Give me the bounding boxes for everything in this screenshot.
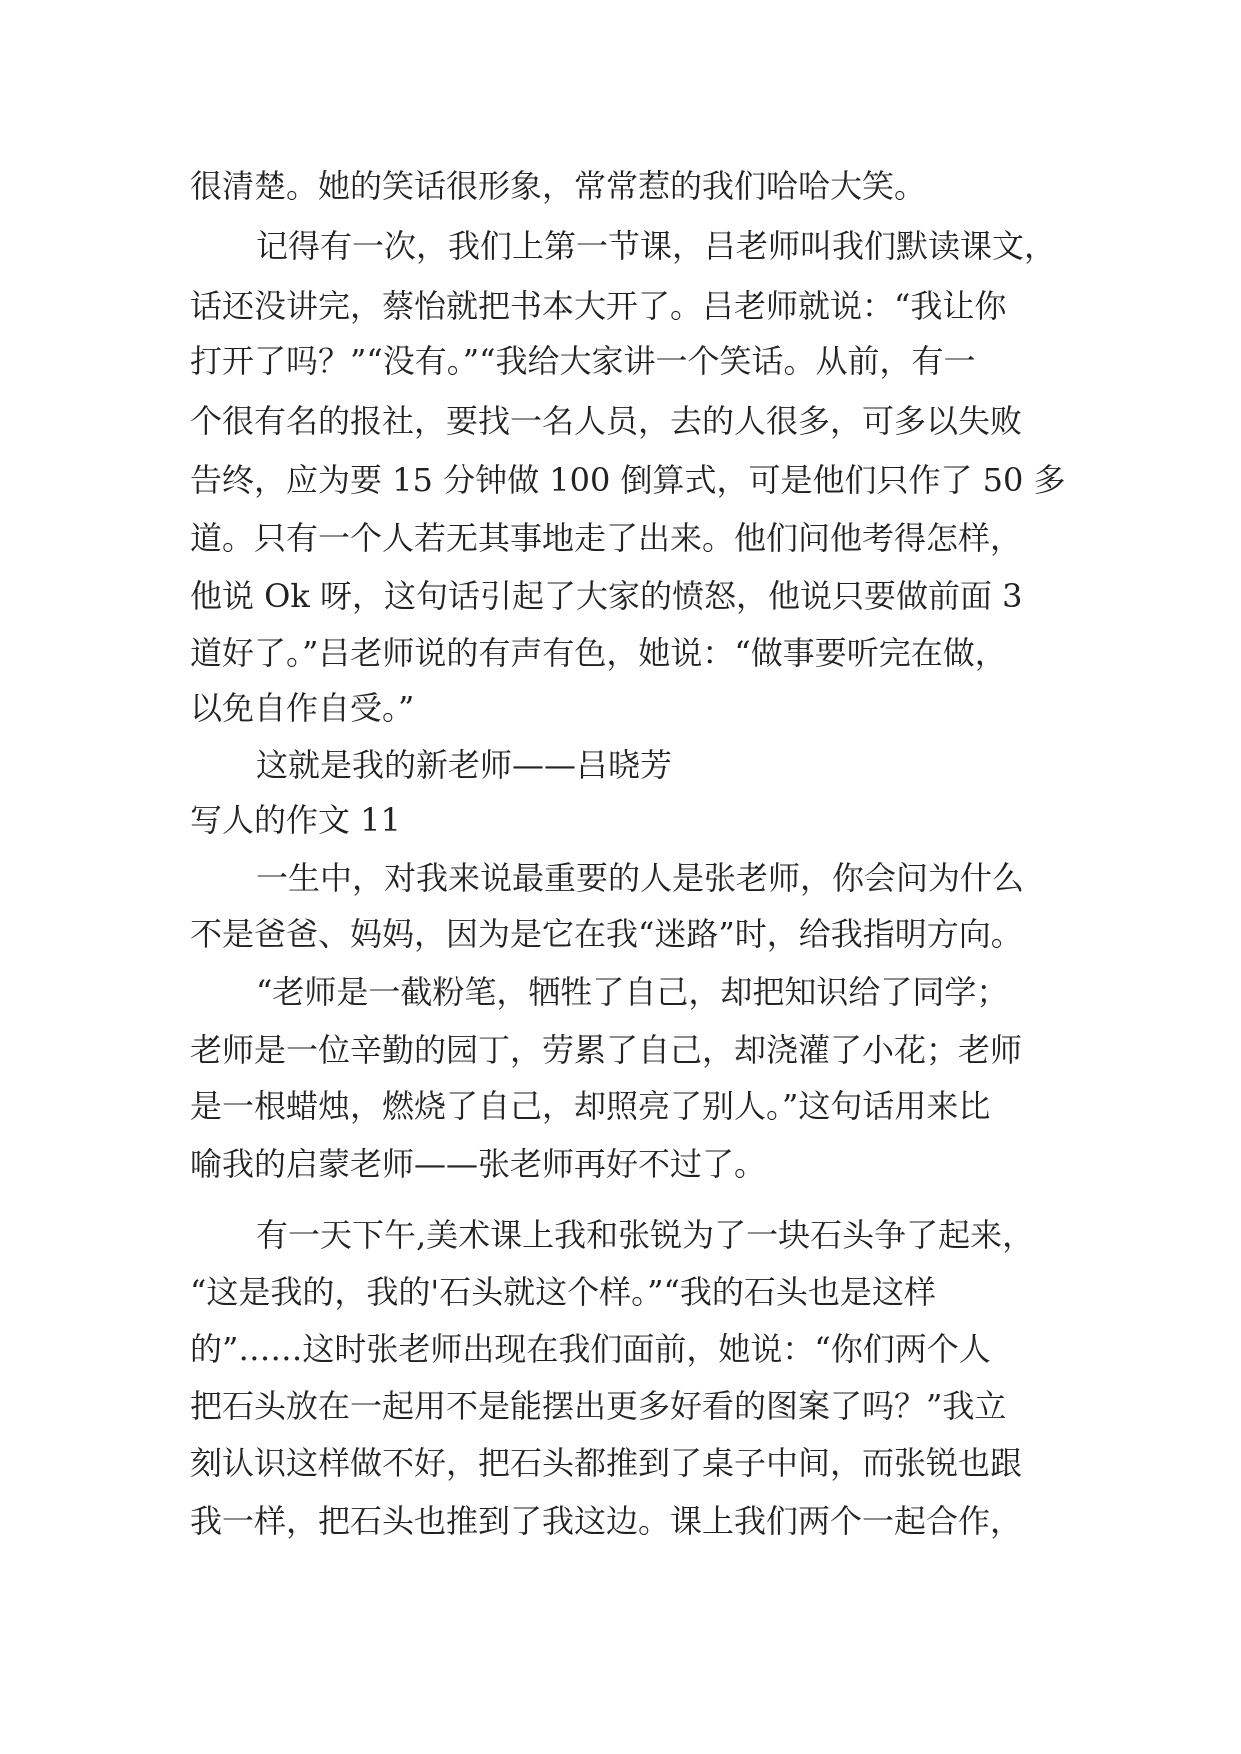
text-line: 不是爸爸、妈妈，因为是它在我“迷路”时，给我指明方向。: [190, 915, 1023, 953]
text-line: 以免自作自受。”: [190, 689, 415, 727]
text-line: “这是我的，我的'石头就这个样。”“我的石头也是这样: [190, 1273, 936, 1311]
text-line: 把石头放在一起用不是能摆出更多好看的图案了吗？”我立: [190, 1387, 1007, 1425]
text-line: 老师是一位辛勤的园丁，劳累了自己，却浇灌了小花；老师: [190, 1031, 1023, 1069]
text-line: 喻我的启蒙老师——张老师再好不过了。: [190, 1145, 767, 1183]
text-line: 的”……这时张老师出现在我们面前，她说：“你们两个人: [190, 1330, 991, 1368]
text-line: 话还没讲完，蔡怡就把书本大开了。吕老师就说：“我让你: [190, 287, 1007, 325]
text-line: 个很有名的报社，要找一名人员，去的人很多，可多以失败: [190, 402, 1023, 440]
text-line: 我一样，把石头也推到了我这边。课上我们两个一起合作，: [190, 1502, 1023, 1540]
paragraph-start-line: 记得有一次，我们上第一节课，吕老师叫我们默读课文，: [256, 227, 1057, 265]
text-line: 打开了吗？”“没有。”“我给大家讲一个笑话。从前，有一: [190, 342, 976, 380]
paragraph-start-line: “老师是一截粉笔，牺牲了自己，却把知识给了同学；: [256, 973, 1009, 1011]
text-line: 刻认识这样做不好，把石头都推到了桌子中间，而张锐也跟: [190, 1444, 1023, 1482]
text-line: 他说 Ok 呀，这句话引起了大家的愤怒，他说只要做前面 3: [190, 577, 1023, 615]
text-line: 道好了。”吕老师说的有声有色，她说：“做事要听完在做，: [190, 634, 1007, 672]
paragraph-start-line: 有一天下午,美术课上我和张锐为了一块石头争了起来，: [256, 1216, 1035, 1254]
section-heading: 写人的作文 11: [190, 801, 401, 839]
text-line: 道。只有一个人若无其事地走了出来。他们问他考得怎样，: [190, 519, 1023, 557]
text-line: 很清楚。她的笑话很形象，常常惹的我们哈哈大笑。: [190, 167, 927, 205]
paragraph-start-line: 一生中，对我来说最重要的人是张老师，你会问为什么: [256, 859, 1025, 897]
paragraph-start-line: 这就是我的新老师——吕晓芳: [256, 746, 673, 784]
text-line: 是一根蜡烛，燃烧了自己，却照亮了别人。”这句话用来比: [190, 1087, 991, 1125]
text-line: 告终，应为要 15 分钟做 100 倒算式，可是他们只作了 50 多: [190, 461, 1066, 499]
